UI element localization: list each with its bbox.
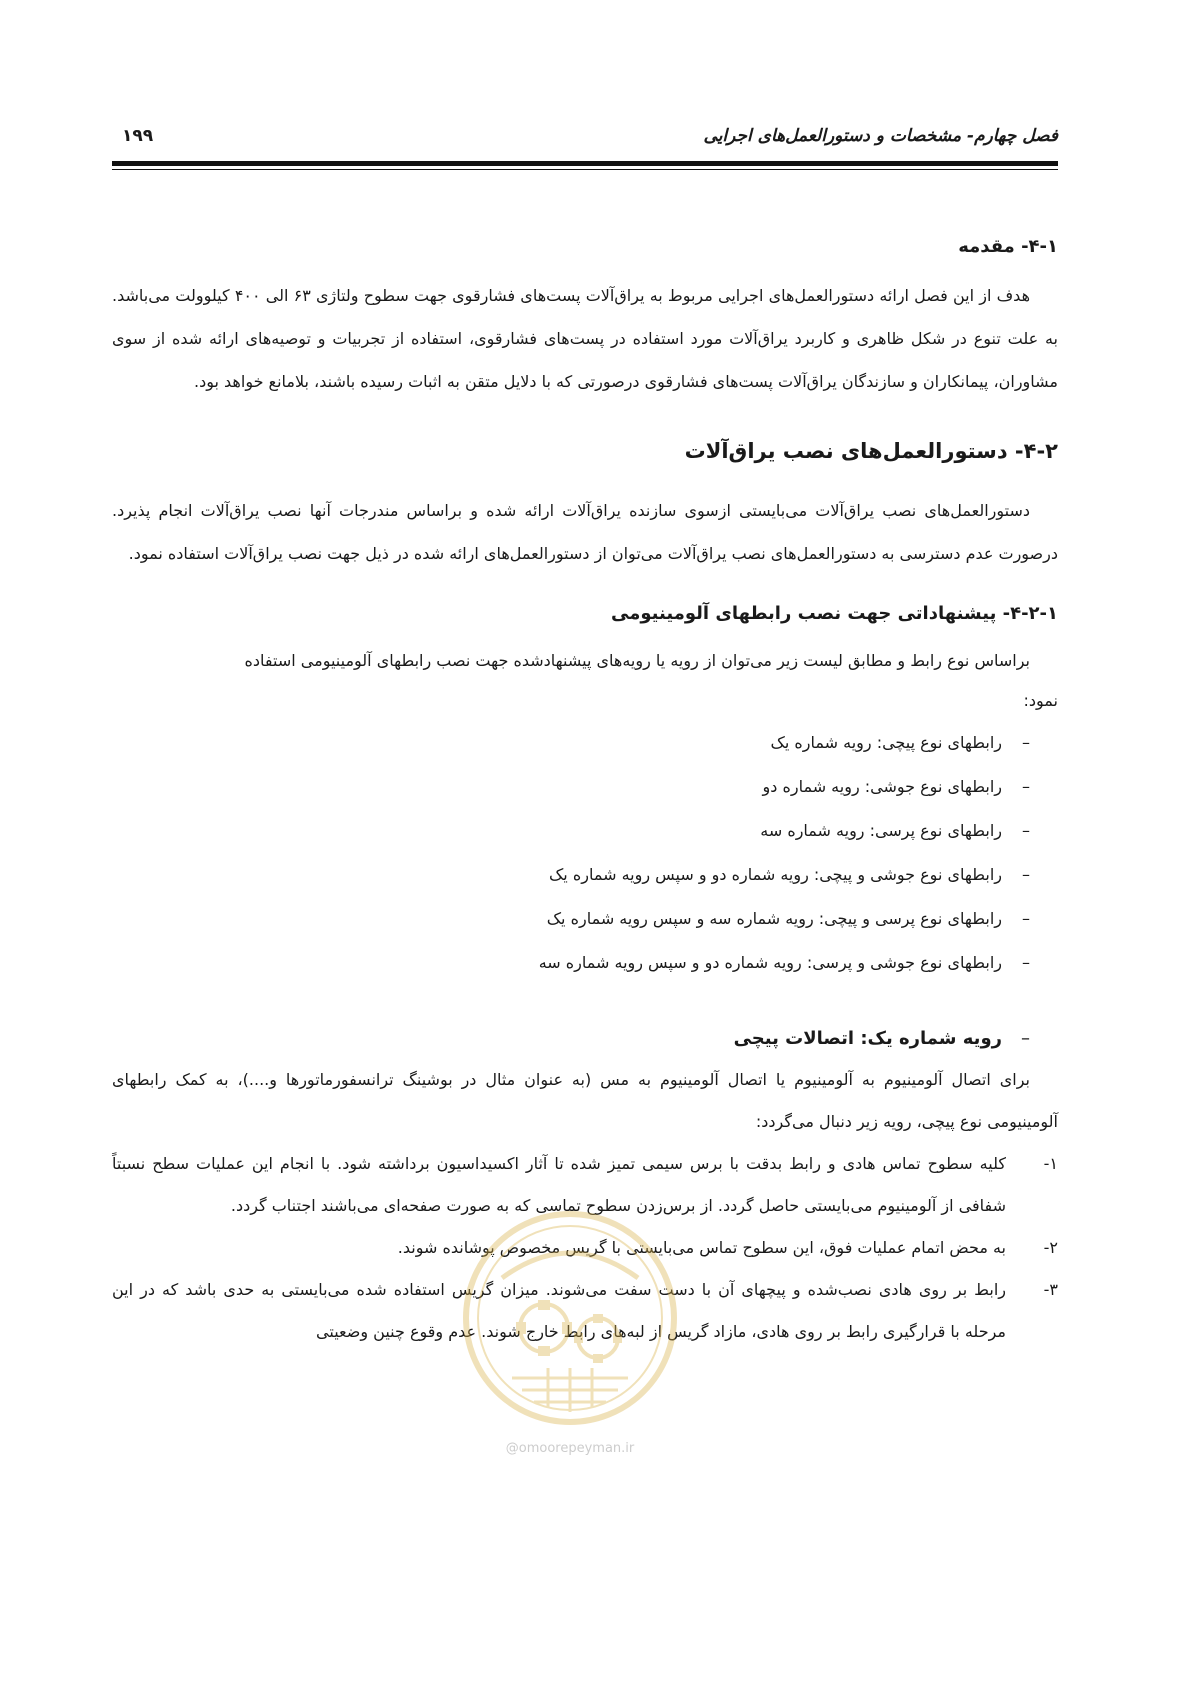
page-number: ۱۹۹ xyxy=(122,126,154,146)
running-header xyxy=(112,126,1058,156)
dash-bullet: – xyxy=(1022,733,1030,752)
dash-bullet: – xyxy=(1022,953,1030,972)
dash-bullet: – xyxy=(1022,909,1030,928)
list-item xyxy=(112,897,1030,941)
procedure-one-heading xyxy=(112,1019,1058,1059)
header-rule-thick xyxy=(112,161,1058,166)
numbered-step xyxy=(112,1269,1058,1353)
list-item-text: رابطهای نوع جوشی و پیچی: رویه شماره دو و سپس رویه شماره یک xyxy=(548,865,1002,884)
numbered-step xyxy=(112,1227,1058,1269)
procedure-one-intro: برای اتصال آلومینیوم به آلومینیوم یا اتصال آلومینیوم به مس (به عنوان مثال در بوشینگ ترانسفورماتورها و....)، به کمک رابطهای آلومینیومی نوع پیچی، رویه زیر دنبال می‌گردد: xyxy=(112,1070,1058,1131)
step-number: ۲- xyxy=(1043,1238,1058,1257)
watermark-url: @omoorepeyman.ir xyxy=(505,1441,635,1456)
step-text: رابط بر روی هادی نصب‌شده و پیچهای آن با دست سفت می‌شوند. میزان گریس استفاده شده می‌بایستی به حدی باشد که در این مرحله با قرارگیری رابط بر روی هادی، مازاد گریس از لبه‌های رابط خارج شوند. عدم وقوع چنین وضعیتی xyxy=(112,1280,1006,1341)
procedure-one-title: رویه شماره یک: اتصالات پیچی xyxy=(733,1028,1002,1049)
step-number: ۳- xyxy=(1043,1280,1058,1299)
list-item-text: رابطهای نوع جوشی: رویه شماره دو xyxy=(762,777,1002,796)
installation-paragraph: دستورالعمل‌های نصب یراق‌آلات می‌بایستی ازسوی سازنده یراق‌آلات ارائه شده و براساس مندرجات آنها نصب یراق‌آلات انجام پذیرد. درصورت عدم دسترسی به دستورالعمل‌های نصب یراق‌آلات می‌توان از دستورالعمل‌های ارائه شده در ذیل جهت نصب یراق‌آلات استفاده نمود. xyxy=(112,501,1058,563)
list-item xyxy=(112,721,1030,765)
chapter-title: فصل چهارم- مشخصات و دستورالعمل‌های اجرایی xyxy=(703,126,1058,146)
page-content xyxy=(112,232,1058,1353)
list-item xyxy=(112,765,1030,809)
list-item xyxy=(112,809,1030,853)
procedure-one-steps xyxy=(112,1143,1058,1353)
connectors-lead: براساس نوع رابط و مطابق لیست زیر می‌توان از رویه یا رویه‌های پیشنهادشده جهت نصب رابطهای آلومینیومی استفاده نمود: xyxy=(244,651,1058,710)
list-item-text: رابطهای نوع پیچی: رویه شماره یک xyxy=(770,733,1002,752)
heading-installation-instructions: ۴-۲- دستورالعمل‌های نصب یراق‌آلات xyxy=(684,439,1058,463)
heading-aluminum-connectors: ۴-۲-۱- پیشنهاداتی جهت نصب رابطهای آلومینیومی xyxy=(611,603,1058,624)
introduction-paragraph: هدف از این فصل ارائه دستورالعمل‌های اجرایی مربوط به یراق‌آلات پست‌های فشارقوی جهت سطوح ولتاژی ۶۳ الی ۴۰۰ کیلوولت می‌باشد. به علت تنوع در شکل ظاهری و کاربرد یراق‌آلات مورد استفاده در پست‌های فشارقوی، استفاده از تجربیات و توصیه‌های ارائه شده از سوی مشاوران، پیمانکاران و سازندگان یراق‌آلات پست‌های فشارقوی درصورتی که با دلایل متقن به اثبات رسیده باشند، بلامانع خواهد بود. xyxy=(112,286,1058,391)
list-item xyxy=(112,941,1030,985)
dash-bullet: – xyxy=(1022,821,1030,840)
step-text: به محض اتمام عملیات فوق، این سطوح تماس می‌بایستی با گریس مخصوص پوشانده شوند. xyxy=(397,1238,1006,1257)
connector-procedure-list xyxy=(112,721,1058,985)
numbered-step xyxy=(112,1143,1058,1227)
list-item-text: رابطهای نوع پرسی: رویه شماره سه xyxy=(760,821,1002,840)
step-text: کلیه سطوح تماس هادی و رابط بدقت با برس سیمی تمیز شده تا آثار اکسیداسیون برداشته شود. با انجام این عملیات سطح نسبتاً شفافی از آلومینیوم می‌بایستی حاصل گردد. از برس‌زدن سطوح تماسی که به صورت صفحه‌ای می‌باشند اجتناب گردد. xyxy=(112,1154,1006,1215)
list-item-text: رابطهای نوع جوشی و پرسی: رویه شماره دو و سپس رویه شماره سه xyxy=(538,953,1002,972)
step-number: ۱- xyxy=(1043,1154,1058,1173)
list-item-text: رابطهای نوع پرسی و پیچی: رویه شماره سه و سپس رویه شماره یک xyxy=(546,909,1002,928)
dash-bullet: – xyxy=(1022,865,1030,884)
list-item xyxy=(112,853,1030,897)
dash-bullet: – xyxy=(1022,777,1030,796)
dash-bullet: – xyxy=(1021,1028,1030,1049)
header-rule-thin xyxy=(112,169,1058,170)
heading-introduction: ۴-۱- مقدمه xyxy=(958,236,1058,257)
